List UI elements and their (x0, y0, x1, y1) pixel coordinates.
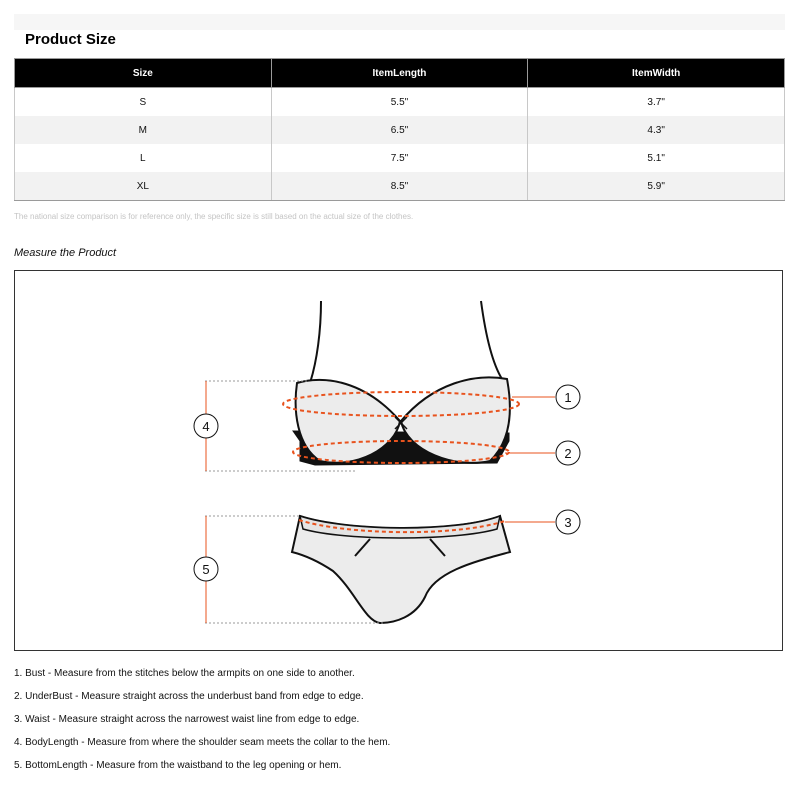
cell-size: L (15, 144, 272, 172)
label-4: 4 (202, 419, 210, 434)
column-header-item-length: ItemLength (271, 59, 528, 88)
bra-strap-right (481, 301, 502, 379)
cell-item-width: 3.7" (528, 88, 785, 117)
cell-size: XL (15, 172, 272, 201)
table-header-row (15, 59, 785, 88)
instruction-bottom-length: 5. BottomLength - Measure from the waistband to the leg opening or hem. (14, 760, 342, 771)
size-table (14, 58, 785, 201)
cell-item-width: 4.3" (528, 116, 785, 144)
label-1: 1 (564, 390, 572, 405)
cell-item-width: 5.1" (528, 144, 785, 172)
page-title: Product Size (25, 31, 116, 48)
cell-item-length: 6.5" (271, 116, 528, 144)
cell-size: S (15, 88, 272, 117)
cell-item-length: 8.5" (271, 172, 528, 201)
instruction-body-length: 4. BodyLength - Measure from where the shoulder seam meets the collar to the hem. (14, 737, 391, 748)
label-5: 5 (202, 562, 210, 577)
column-header-item-width: ItemWidth (528, 59, 785, 88)
table-row (15, 116, 785, 144)
cell-item-length: 5.5" (271, 88, 528, 117)
instruction-underbust: 2. UnderBust - Measure straight across the underbust band from edge to edge. (14, 691, 364, 702)
garment-illustration (15, 271, 784, 652)
size-disclaimer-note: The national size comparison is for reference only, the specific size is still based on the actual size of the clothes. (14, 212, 414, 221)
cell-item-length: 7.5" (271, 144, 528, 172)
label-3: 3 (564, 515, 572, 530)
bra-strap-left (310, 301, 321, 383)
measurement-instructions (14, 668, 784, 783)
cell-item-width: 5.9" (528, 172, 785, 201)
cell-size: M (15, 116, 272, 144)
measurement-diagram (14, 270, 783, 651)
table-row (15, 144, 785, 172)
top-strip (14, 14, 785, 30)
table-row (15, 88, 785, 117)
label-2: 2 (564, 446, 572, 461)
table-row (15, 172, 785, 201)
instruction-waist: 3. Waist - Measure straight across the narrowest waist line from edge to edge. (14, 714, 360, 725)
column-header-size: Size (15, 59, 272, 88)
measure-section-title: Measure the Product (14, 247, 117, 259)
instruction-bust: 1. Bust - Measure from the stitches below the armpits on one side to another. (14, 668, 355, 679)
